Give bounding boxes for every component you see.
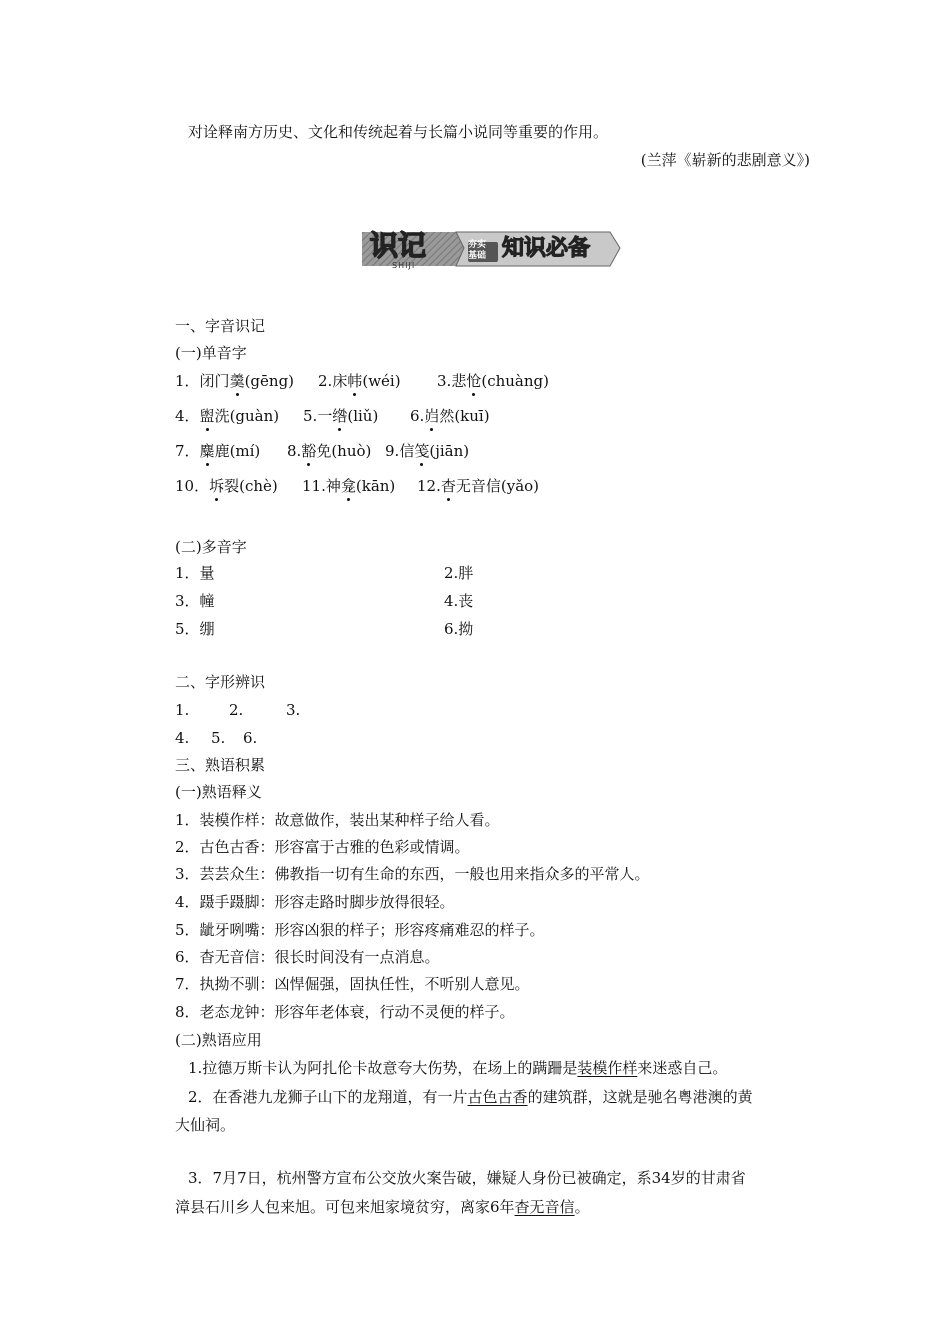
shape-item-6: 6. <box>243 729 258 747</box>
multi-left-2: 3．幢 <box>175 592 215 610</box>
item-pinyin: 裂(chè) <box>224 477 278 495</box>
app2-underlined-idiom: 古色古香 <box>467 1088 528 1106</box>
single-char-item <box>437 371 549 391</box>
item-number: 6. <box>410 407 425 425</box>
item-pinyin: 洗(guàn) <box>214 407 280 425</box>
section1-heading: 一、字音识记 <box>175 317 266 335</box>
single-char-item <box>175 406 279 426</box>
application-2 <box>188 1087 753 1107</box>
shape-item-1: 1. <box>175 701 190 719</box>
intro-line: 对诠释南方历史、文化和传统起着与长篇小说同等重要的作用。 <box>188 123 609 141</box>
single-char-item <box>385 441 469 461</box>
application-3-line1: 3．7月7日，杭州警方宣布公交放火案告破，嫌疑人身份已被确定，系34岁的甘肃省 <box>188 1169 746 1187</box>
idiom-1: 1．装模作样：故意做作，装出某种样子给人看。 <box>175 811 500 829</box>
dotted-char: 麋 <box>199 442 215 460</box>
banner-small-top: 夯实 <box>468 240 487 250</box>
idiom-4: 4．蹑手蹑脚：形容走路时脚步放得很轻。 <box>175 893 455 911</box>
dotted-char: 羹 <box>229 372 245 390</box>
single-char-item <box>318 371 401 391</box>
banner-title-2: 知识必备 <box>502 236 591 261</box>
dotted-char: 绺 <box>332 407 348 425</box>
app1-post: 来迷惑自己。 <box>637 1059 728 1077</box>
shape-item-5: 5. <box>211 729 226 747</box>
item-prefix: 一 <box>317 407 333 425</box>
idiom-3: 3．芸芸众生：佛教指一切有生命的东西，一般也用来指众多的平常人。 <box>175 865 650 883</box>
shape-item-4: 4. <box>175 729 190 747</box>
section3-sub1: (一)熟语释义 <box>175 783 262 801</box>
application-1 <box>188 1058 727 1078</box>
single-char-item <box>302 476 395 496</box>
app1-pre: 1.拉德万斯卡认为阿扎伦卡故意夸大伤势，在场上的蹒跚是 <box>188 1059 578 1077</box>
dotted-char: 豁 <box>301 442 317 460</box>
app3-pre: 漳县石川乡人包来旭。可包来旭家境贫穷，离家6年 <box>175 1198 515 1216</box>
single-char-item <box>175 441 260 461</box>
application-2-line2: 大仙祠。 <box>175 1116 236 1134</box>
item-number: 12. <box>417 477 441 495</box>
app2-pre: 2．在香港九龙狮子山下的龙翔道，有一片 <box>188 1088 468 1106</box>
item-pinyin: 免(huò) <box>316 442 372 460</box>
app3-underlined-idiom: 杳无音信 <box>514 1198 575 1216</box>
item-number: 10． <box>175 477 210 495</box>
multi-left-3: 5．绷 <box>175 620 215 638</box>
multi-left-1: 1．量 <box>175 564 215 582</box>
idiom-7: 7．执拗不驯：凶悍倔强，固执任性，不听别人意见。 <box>175 975 530 993</box>
application-3-line2 <box>175 1197 590 1217</box>
multi-right-1: 2.胖 <box>444 564 474 582</box>
section1-sub1: (一)单音字 <box>175 344 247 362</box>
item-number: 3. <box>437 372 452 390</box>
shape-item-3: 3. <box>286 701 301 719</box>
single-char-item <box>287 441 371 461</box>
app1-underlined-idiom: 装模作样 <box>577 1059 638 1077</box>
item-prefix: 神 <box>325 477 341 495</box>
multi-right-3: 6.拗 <box>444 620 474 638</box>
item-pinyin: (jiān) <box>429 442 470 460</box>
banner-title-1: 识记 <box>370 229 427 262</box>
dotted-char: 笺 <box>414 442 430 460</box>
banner-small-bottom: 基础 <box>468 251 487 261</box>
banner-pinyin: SHIJI <box>392 261 416 270</box>
item-number: 8. <box>287 442 302 460</box>
item-prefix: 闭门 <box>199 372 230 390</box>
section3-sub2: (二)熟语应用 <box>175 1031 262 1049</box>
dotted-char: 龛 <box>340 477 356 495</box>
item-number: 7． <box>175 442 200 460</box>
section3-heading: 三、熟语积累 <box>175 756 266 774</box>
app3-post: 。 <box>574 1198 590 1216</box>
dotted-char: 帏 <box>347 372 363 390</box>
section1-sub2: (二)多音字 <box>175 538 247 556</box>
single-char-item <box>410 406 490 426</box>
item-pinyin: (wéi) <box>362 372 401 390</box>
item-pinyin: (liǔ) <box>347 407 379 425</box>
idiom-8: 8．老态龙钟：形容年老体衰，行动不灵便的样子。 <box>175 1003 515 1021</box>
item-number: 2. <box>318 372 333 390</box>
idiom-2: 2．古色古香：形容富于古雅的色彩或情调。 <box>175 838 470 856</box>
item-number: 5. <box>303 407 318 425</box>
item-number: 9. <box>385 442 400 460</box>
single-char-item <box>175 476 278 496</box>
item-pinyin: (kān) <box>355 477 396 495</box>
item-prefix: 床 <box>332 372 348 390</box>
item-pinyin: 然(kuī) <box>439 407 490 425</box>
single-char-item <box>303 406 378 426</box>
app2-post: 的建筑群，这就是驰名粤港澳的黄 <box>527 1088 753 1106</box>
shape-item-2: 2. <box>229 701 244 719</box>
dotted-char: 岿 <box>424 407 440 425</box>
dotted-char: 杳 <box>440 477 456 495</box>
dotted-char: 坼 <box>209 477 225 495</box>
single-char-item <box>417 476 539 496</box>
item-pinyin: (gēng) <box>244 372 295 390</box>
dotted-char: 怆 <box>466 372 482 390</box>
idiom-6: 6．杳无音信：很长时间没有一点消息。 <box>175 948 440 966</box>
item-pinyin: 无音信(yǎo) <box>455 477 540 495</box>
item-pinyin: 鹿(mí) <box>214 442 261 460</box>
idiom-5: 5．龇牙咧嘴：形容凶狠的样子；形容疼痛难忍的样子。 <box>175 921 545 939</box>
single-char-item <box>175 371 294 391</box>
dotted-char: 盥 <box>199 407 215 425</box>
section2-heading: 二、字形辨识 <box>175 673 266 691</box>
item-number: 4． <box>175 407 200 425</box>
section-banner <box>360 228 622 272</box>
intro-source: (兰萍《崭新的悲剧意义》) <box>640 151 810 169</box>
item-prefix: 信 <box>399 442 415 460</box>
item-prefix: 悲 <box>451 372 467 390</box>
item-number: 11. <box>302 477 326 495</box>
multi-right-2: 4.丧 <box>444 592 474 610</box>
item-number: 1． <box>175 372 200 390</box>
item-pinyin: (chuàng) <box>481 372 549 390</box>
